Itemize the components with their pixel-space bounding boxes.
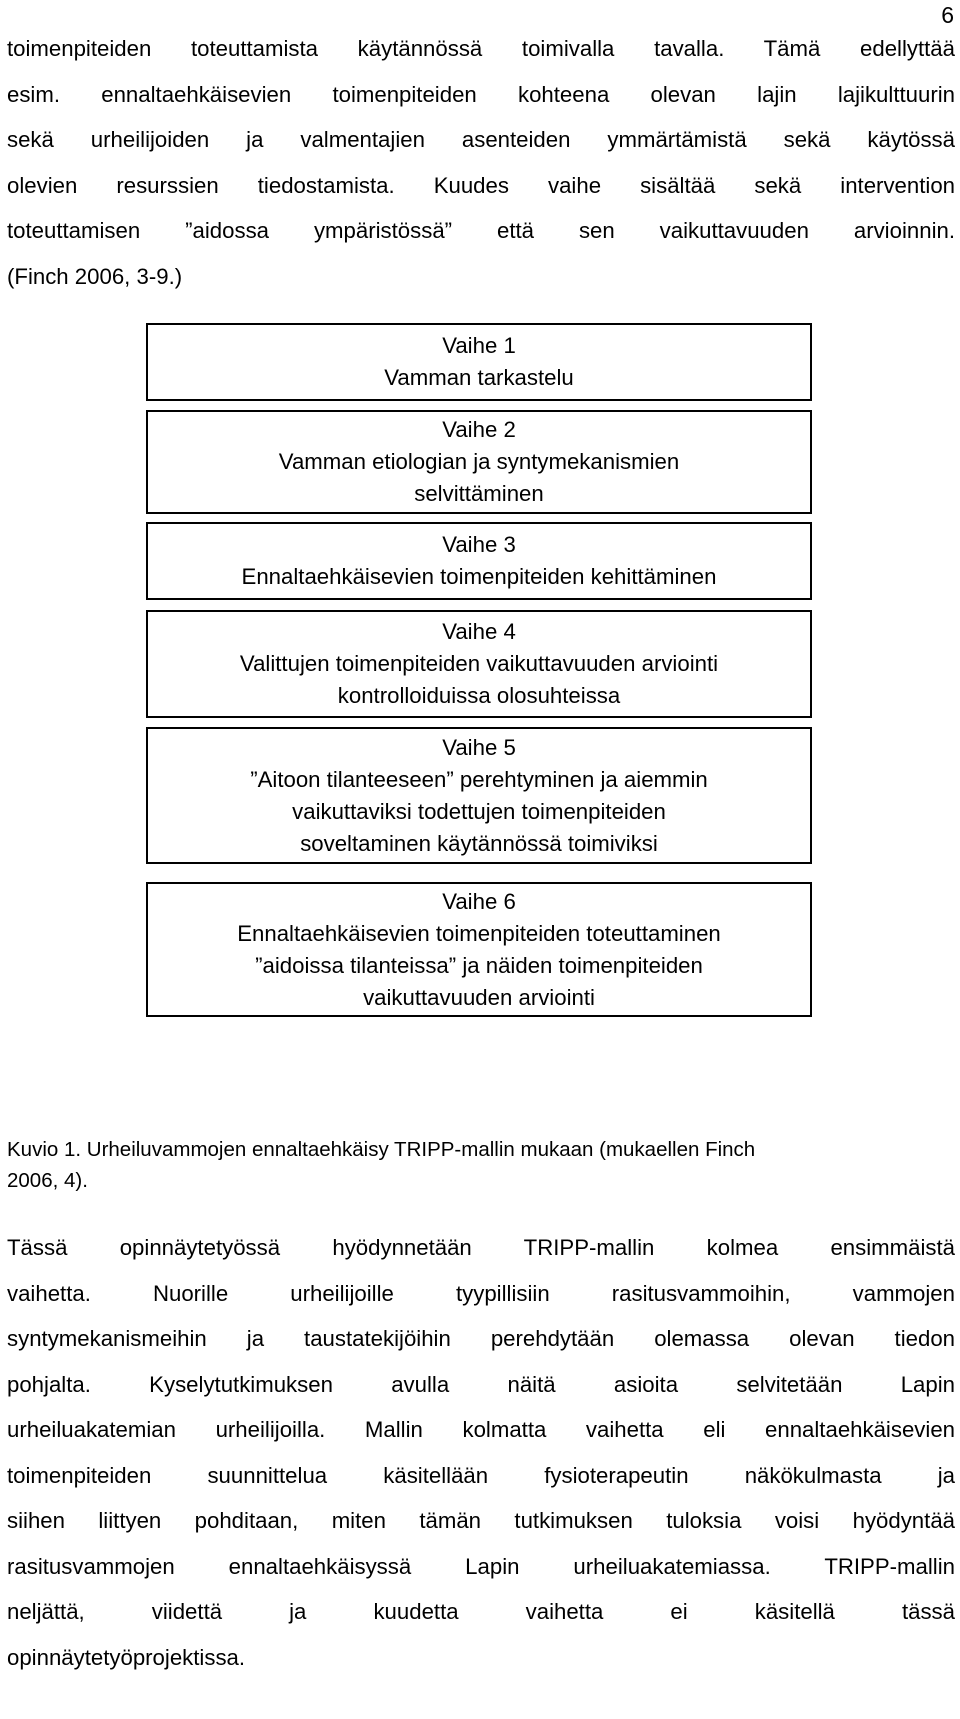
figure-caption (7, 1134, 955, 1196)
paragraph-line: sekä urheilijoiden ja valmentajien asenteiden ymmärtämistä sekä käytössä (7, 127, 955, 152)
stage-5-description: ”Aitoon tilanteeseen” perehtyminen ja aiemmin (250, 766, 708, 792)
stage-2-title: Vaihe 2 (442, 417, 516, 442)
stage-3-title: Vaihe 3 (442, 532, 516, 557)
paragraph-line: esim. ennaltaehkäisevien toimenpiteiden kohteena olevan lajin lajikulttuurin (7, 81, 955, 107)
stage-4-description: Valittujen toimenpiteiden vaikuttavuuden arviointi (239, 651, 719, 676)
paragraph-line: neljättä, viidettä ja kuudetta vaihetta ei käsitellä tässä (7, 1599, 955, 1624)
paragraph-line: Tässä opinnäytetyössä hyödynnetään TRIPP-mallin kolmea ensimmäistä (7, 1235, 955, 1260)
paragraph-line: toteuttamisen ”aidossa ympäristössä” että sen vaikuttavuuden arvioinnin. (7, 218, 955, 243)
stage-1-description: Vamman tarkastelu (384, 365, 574, 390)
stage-2-box (146, 410, 812, 514)
stage-4-box (146, 610, 812, 718)
paragraph-line: siihen liittyen pohditaan, miten tämän tutkimuksen tuloksia voisi hyödyntää (7, 1508, 955, 1533)
paragraph-line: vaihetta. Nuorille urheilijoille tyypillisiin rasitusvammoihin, vammojen (7, 1280, 955, 1306)
caption-line: Kuvio 1. Urheiluvammojen ennaltaehkäisy TRIPP-mallin mukaan (mukaellen Finch (7, 1138, 756, 1161)
stage-4-title: Vaihe 4 (442, 619, 516, 644)
paragraph-line: syntymekanismeihin ja taustatekijöihin perehdytään olemassa olevan tiedon (7, 1326, 955, 1351)
stage-6-box (146, 882, 812, 1017)
page-number: 6 (941, 2, 954, 28)
stage-6-description: vaikuttavuuden arviointi (363, 984, 595, 1010)
stage-3-description: Ennaltaehkäisevien toimenpiteiden kehittäminen (241, 564, 717, 589)
stage-6-description: Ennaltaehkäisevien toimenpiteiden toteuttaminen (237, 920, 721, 946)
stage-1-box (146, 323, 812, 401)
stage-5-description: soveltaminen käytännössä toimiviksi (300, 830, 658, 856)
stage-2-description: Vamman etiologian ja syntymekanismien (278, 449, 680, 474)
paragraph-line: pohjalta. Kyselytutkimuksen avulla näitä asioita selvitetään Lapin (7, 1371, 955, 1397)
intro-paragraph (7, 26, 955, 299)
paragraph-line: (Finch 2006, 3-9.) (7, 263, 183, 289)
stage-1-title: Vaihe 1 (442, 333, 516, 358)
stage-6-title: Vaihe 6 (442, 888, 516, 914)
paragraph-line: opinnäytetyöprojektissa. (7, 1644, 246, 1670)
paragraph-line: toimenpiteiden toteuttamista käytännössä toimivalla tavalla. Tämä edellyttää (7, 36, 955, 61)
stage-5-title: Vaihe 5 (442, 734, 516, 760)
stage-6-description: ”aidoissa tilanteissa” ja näiden toimenpiteiden (255, 952, 703, 978)
stage-2-description: selvittäminen (414, 481, 544, 506)
stage-5-box (146, 727, 812, 864)
body-paragraph (7, 1225, 955, 1680)
paragraph-line: olevien resurssien tiedostamista. Kuudes vaihe sisältää sekä intervention (7, 172, 955, 198)
paragraph-line: urheiluakatemian urheilijoilla. Mallin kolmatta vaihetta eli ennaltaehkäisevien (7, 1417, 955, 1442)
paragraph-line: toimenpiteiden suunnittelua käsitellään fysioterapeutin näkökulmasta ja (7, 1462, 955, 1488)
stage-5-description: vaikuttaviksi todettujen toimenpiteiden (292, 798, 666, 824)
paragraph-line: rasitusvammojen ennaltaehkäisyssä Lapin urheiluakatemiassa. TRIPP-mallin (7, 1553, 955, 1579)
caption-line: 2006, 4). (7, 1169, 88, 1192)
stage-4-description: kontrolloiduissa olosuhteissa (337, 683, 621, 708)
stage-3-box (146, 522, 812, 600)
